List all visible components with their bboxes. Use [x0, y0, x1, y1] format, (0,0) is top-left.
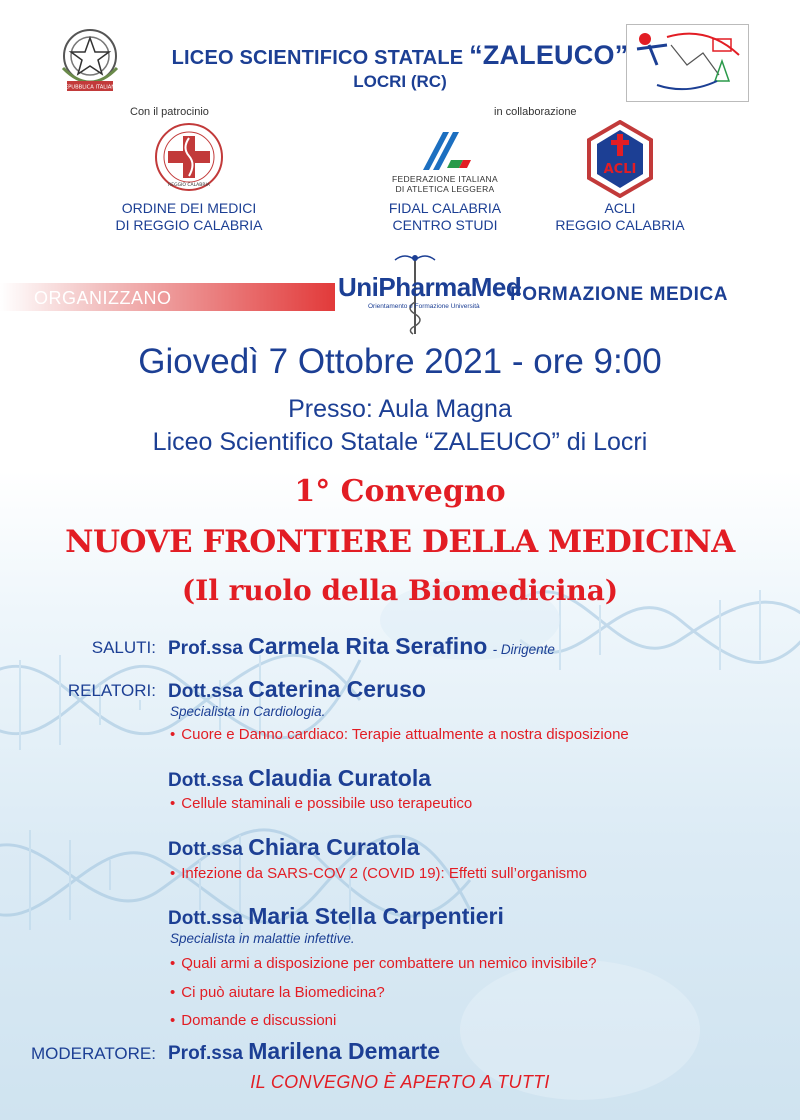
school-logo — [626, 24, 749, 102]
speaker-3-topic-1 — [170, 865, 587, 882]
speaker-4-name: Maria Stella Carpentieri — [248, 903, 504, 929]
speaker-3 — [168, 834, 420, 861]
saluti-role: - Dirigente — [492, 642, 555, 657]
moderatore-title: Prof.ssa — [168, 1043, 243, 1064]
saluti-title: Prof.ssa — [168, 638, 243, 659]
fidal-line1: FIDAL CALABRIA — [388, 200, 502, 216]
speaker-1-name: Caterina Ceruso — [248, 676, 426, 702]
speaker-4 — [168, 903, 504, 930]
unipharmamed-name: UniPharmaMed — [338, 272, 522, 302]
fidal-logo-line1: FEDERAZIONE ITALIANA — [392, 174, 498, 184]
event-venue — [0, 395, 800, 424]
acli-line2: REGGIO CALABRIA — [555, 217, 685, 233]
medical-order-line1: ORDINE DEI MEDICI — [121, 200, 257, 216]
medical-order-line2: DI REGGIO CALABRIA — [115, 217, 263, 233]
venue-prefix: Presso: — [288, 395, 379, 423]
speaker-1 — [168, 676, 426, 703]
fidal-caption — [365, 200, 525, 234]
fidal-logo-line2: DI ATLETICA LEGGERA — [395, 184, 495, 194]
school-name-quoted: “ZALEUCO” — [469, 40, 629, 70]
topic-text: Cellule staminali e possibile uso terapeutico — [181, 795, 473, 812]
collaboration-label: in collaborazione — [494, 106, 577, 118]
fidal-logo — [415, 130, 475, 172]
medical-order-caption — [96, 200, 282, 234]
speaker-1-role: Specialista in Cardiologia. — [170, 704, 326, 719]
speaker-4-topic-2 — [170, 984, 385, 1001]
speaker-4-topic-3 — [170, 1012, 336, 1029]
speaker-1-title: Dott.ssa — [168, 681, 243, 702]
school-name-prefix: LICEO SCIENTIFICO STATALE — [171, 47, 464, 69]
moderatore-label: MODERATORE: — [31, 1044, 156, 1063]
speaker-1-topic-1 — [170, 726, 629, 743]
speaker-4-title: Dott.ssa — [168, 908, 243, 929]
topic-text: Ci può aiutare la Biomedicina? — [181, 984, 385, 1001]
fidal-logo-text — [380, 174, 510, 194]
acli-caption — [540, 200, 700, 234]
fidal-line2: CENTRO STUDI — [392, 217, 498, 233]
acli-logo — [587, 120, 653, 198]
saluti-speaker — [168, 633, 555, 660]
bullet-icon: • — [170, 984, 176, 1001]
speaker-2-title: Dott.ssa — [168, 770, 243, 791]
topic-text: Cuore e Danno cardiaco: Terapie attualmente a nostra disposizione — [181, 726, 629, 743]
topic-text: Domande e discussioni — [181, 1012, 337, 1029]
emblem-text: REPUBBLICA ITALIANA — [61, 84, 119, 91]
patronage-label: Con il patrocinio — [130, 106, 209, 118]
bullet-icon: • — [170, 726, 176, 743]
unipharmamed-subtitle: Orientamento e Formazione Università — [368, 303, 480, 310]
formazione-medica-label: FORMAZIONE MEDICA — [510, 284, 729, 305]
conference-subtitle: (Il ruolo della Biomedicina) — [181, 574, 619, 607]
venue-name: Aula Magna — [378, 395, 512, 423]
topic-text: Quali armi a disposizione per combattere un nemico invisibile? — [181, 955, 597, 972]
school-city: LOCRI (RC) — [353, 72, 447, 91]
speaker-2-name: Claudia Curatola — [248, 765, 432, 791]
bullet-icon: • — [170, 795, 176, 812]
event-date: Giovedì 7 Ottobre 2021 - ore 9:00 — [138, 342, 662, 381]
speaker-3-name: Chiara Curatola — [248, 834, 420, 860]
bullet-icon: • — [170, 865, 176, 882]
bullet-icon: • — [170, 955, 176, 972]
topic-text: Infezione da SARS-COV 2 (COVID 19): Effetti sull’organismo — [181, 865, 587, 882]
saluti-label: SALUTI: — [91, 638, 156, 657]
conference-number: 1° Convegno — [294, 474, 506, 509]
event-venue-school: Liceo Scientifico Statale “ZALEUCO” di Locri — [152, 428, 648, 456]
medical-order-logo-text: REGGIO CALABRIA — [168, 183, 210, 188]
relatori-label: RELATORI: — [67, 681, 156, 700]
open-to-all-note: IL CONVEGNO È APERTO A TUTTI — [250, 1072, 550, 1092]
moderatore-name: Marilena Demarte — [248, 1038, 441, 1064]
conference-title: NUOVE FRONTIERE DELLA MEDICINA — [65, 524, 735, 560]
speaker-2-topic-1 — [170, 795, 472, 812]
speaker-3-title: Dott.ssa — [168, 839, 243, 860]
speaker-4-role: Specialista in malattie infettive. — [170, 931, 355, 946]
acli-logo-text: ACLI — [603, 162, 637, 177]
moderatore-speaker — [168, 1038, 440, 1065]
speaker-2 — [168, 765, 431, 792]
organizers-label: ORGANIZZANO — [34, 288, 172, 308]
bullet-icon: • — [170, 1012, 176, 1029]
speaker-4-topic-1 — [170, 955, 596, 972]
medical-order-logo — [154, 122, 224, 192]
acli-line1: ACLI — [604, 200, 636, 216]
saluti-name: Carmela Rita Serafino — [248, 633, 488, 659]
